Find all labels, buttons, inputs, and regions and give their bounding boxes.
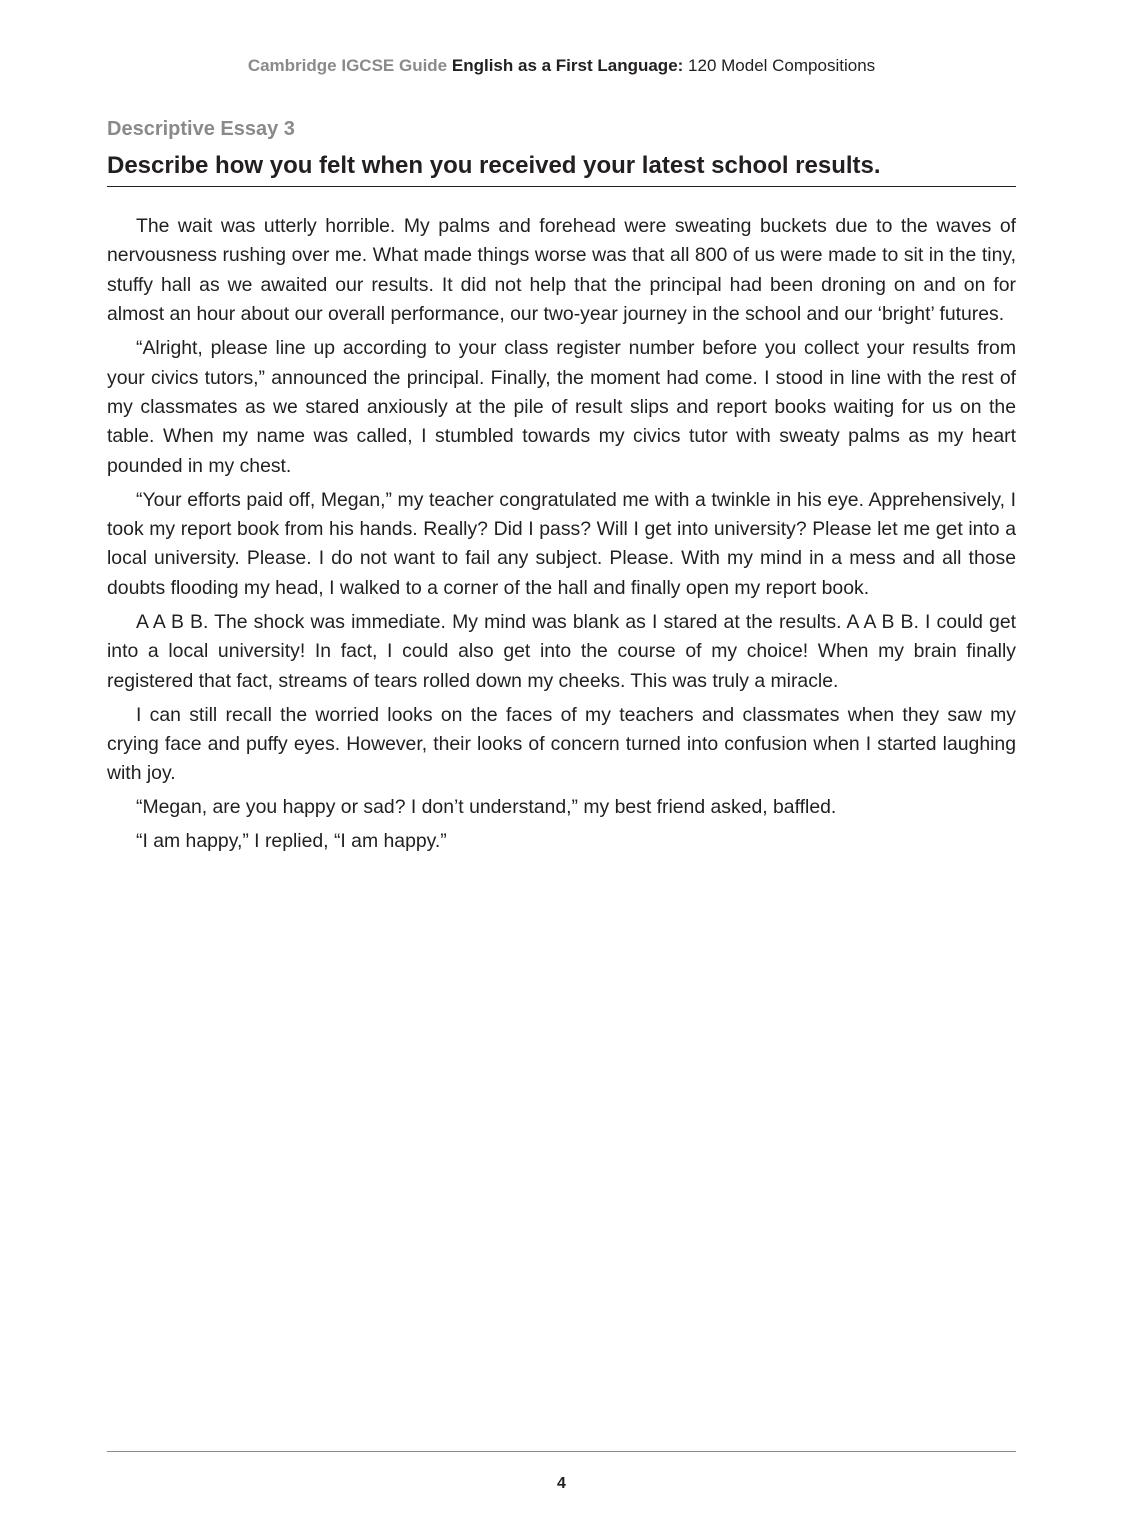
essay-label: Descriptive Essay 3 [107, 118, 295, 140]
header-guide-name: Cambridge IGCSE Guide [247, 56, 448, 75]
header-book-subtitle: 120 Model Compositions [688, 56, 876, 75]
footer-divider [107, 1451, 1016, 1452]
essay-question: Describe how you felt when you received your latest school results. [107, 152, 881, 179]
essay-paragraph: A A B B. The shock was immediate. My mind was blank as I stared at the results. A A B B. I could get into a local university! In fact, I could also get into the course of my choice! When my brain finally registered that fact, streams of tears rolled down my cheeks. This was truly a miracle. [107, 610, 1016, 692]
header-book-title: English as a First Language: [451, 56, 684, 75]
page-number: 4 [557, 1475, 566, 1492]
essay-paragraph: The wait was utterly horrible. My palms and forehead were sweating buckets due to the waves of nervousness rushing over me. What made things worse was that all 800 of us were made to sit in the tiny, stuffy hall as we awaited our results. It did not help that the principal had been droning on and on for almost an hour about our overall performance, our two-year journey in the school and our ‘bright’ futures. [107, 215, 1016, 326]
essay-paragraph: “Megan, are you happy or sad? I don’t understand,” my best friend asked, baffled. [136, 796, 837, 819]
essay-body [107, 212, 1016, 861]
essay-paragraph: “Your efforts paid off, Megan,” my teacher congratulated me with a twinkle in his eye. Apprehensively, I took my report book from his hands. Really? Did I pass? Will I get into university? Please let me get into a local university. Please. I do not want to fail any subject. Please. With my mind in a mess and all those doubts flooding my head, I walked to a corner of the hall and finally open my report book. [107, 488, 1016, 599]
essay-paragraph: “I am happy,” I replied, “I am happy.” [136, 830, 447, 853]
title-divider [107, 186, 1016, 187]
essay-paragraph: I can still recall the worried looks on the faces of my teachers and classmates when they saw my crying face and puffy eyes. However, their looks of concern turned into confusion when I started laughing with joy. [107, 703, 1016, 785]
running-header [0, 55, 1123, 77]
essay-paragraph: “Alright, please line up according to your class register number before you collect your results from your civics tutors,” announced the principal. Finally, the moment had come. I stood in line with the rest of my classmates as we stared anxiously at the pile of result slips and report books waiting for us on the table. When my name was called, I stumbled towards my civics tutor with sweaty palms as my heart pounded in my chest. [107, 337, 1016, 477]
